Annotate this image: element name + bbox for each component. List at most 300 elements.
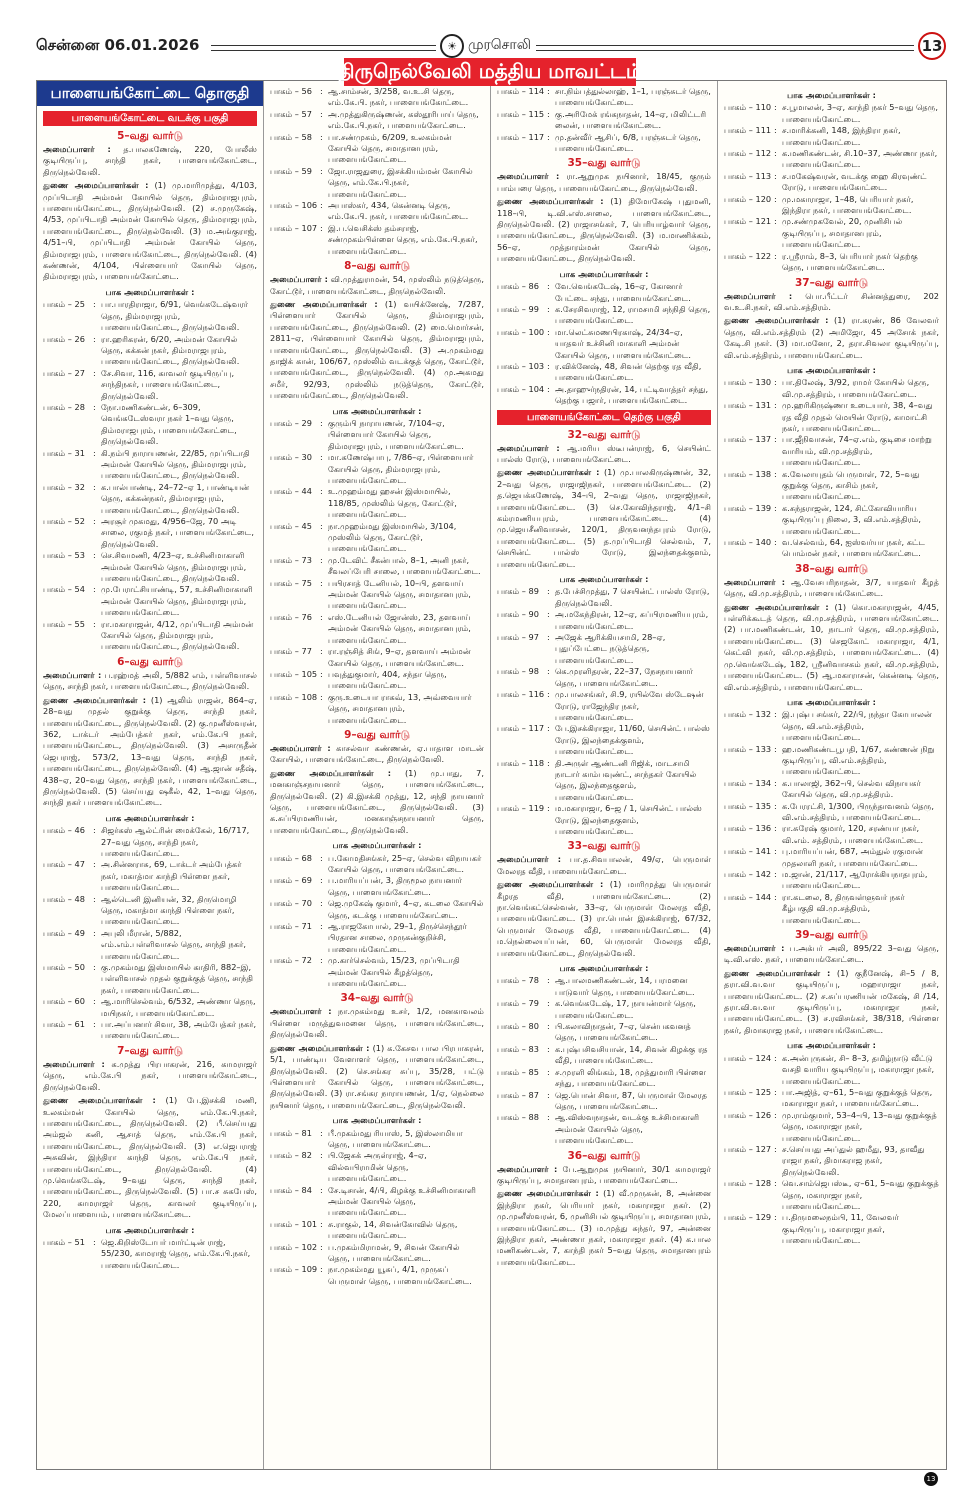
booth-number-value: 130 xyxy=(755,377,772,388)
colon-separator: : xyxy=(320,875,323,886)
booth-number xyxy=(43,619,93,653)
booth-number xyxy=(724,709,774,743)
booth-number xyxy=(724,778,774,801)
booth-number-value: 25 xyxy=(74,299,85,310)
booth-entry xyxy=(497,1090,711,1113)
booth-entry xyxy=(270,166,484,200)
colon-separator: : xyxy=(774,250,777,261)
booth-entry xyxy=(270,521,484,555)
booth-label: பாகம் – xyxy=(270,646,299,657)
booth-number-value: 82 xyxy=(301,1150,312,1161)
organizer-details: (1) மு.பாலகிருஷ்ணன், 32, 2–வது தெரு, ராஜாஜிநகர், பாளையங்கோட்டை. (2) த.ஜெயக்கணேஷ், 34–பி, 2–வது தெரு, ராஜாஜிநகர், பாளையங்கோட்டை. (3) செ.கோவிந்தராஜ், 4/1–சி கம்ரமணியபுரம், பாளையங்கோட்டை. (4) மு.ஜெயசீனிவாசன், 120/1, திருவனந்தபுரம் ரோடு, பாளையங்கோட்டை. (5) த.முப்பிடாதி செல்வம், 7, செயின்ட் பால்ஸ் ரோடு, இலந்தைக்குளம், பாளையங்கோட்டை. xyxy=(497,467,711,569)
rising-sun-seal-icon: ☀ xyxy=(440,34,464,58)
booth-entry xyxy=(724,171,939,194)
booth-number-value: 46 xyxy=(74,825,85,836)
ward-heading: 6–வது வார்டு xyxy=(117,655,183,668)
booth-label: பாகம் – xyxy=(724,102,753,113)
booth-number-value: 100 xyxy=(528,326,545,337)
booth-number-value: 79 xyxy=(528,998,539,1009)
colon-separator: : xyxy=(547,586,550,597)
ward-heading: 38–வது வார்டு xyxy=(794,562,869,575)
booth-entry xyxy=(497,689,711,723)
organizer-details: (1) வீ.முருகன், 8, அன்னை இந்திரா நகர், பெரியார் நகர், மகாராஜா நகர். (2) மு.முனீஸ்வரன், 6, முனிசிபல் குடியிருப்பு, சமாதானபுரம், பாளையங்கோட்டை. (3) ம.முத்து சுந்தர், 97, அன்னை இந்திரா நகர், அண்ணா நகர், மகாராஜா நகர். (4) க.பால மணிகண்டன், 7, காந்தி நகர் 5–வது தெரு, சமாதானபுரம் பாளையங்கோட்டை. xyxy=(497,1188,712,1267)
booth-number-value: 73 xyxy=(301,554,312,565)
booth-label: பாகம் – xyxy=(270,1127,299,1138)
booth-number xyxy=(497,1090,547,1113)
booth-organizer: ரா.ரஞ்சித் சிங், 9–ஏ, தளவாய் அம்மன் கோயில் தெரு, பாளையங்கோட்டை. xyxy=(328,646,471,668)
colon-separator: : xyxy=(774,743,777,754)
booth-organizer: பீ.முகம்மது ரியாஸ், 5, இஸ்லாமியா தெரு, பாளையங்கோட்டை. xyxy=(328,1127,463,1149)
booth-label: பாகம் – xyxy=(497,281,526,292)
booth-number-value: 127 xyxy=(755,1143,772,1154)
booth-organizer: அபுலி மீரான், 5/882, எம்.எம்.பள்ளிவாசல் தெரு, சாந்தி நகர், பாளையங்கோட்டை. xyxy=(101,927,246,961)
booth-organizer: குரு.உடையா ராகவ், 13, அவ்வையார் தெரு, சமாதானபுரம், பாளையங்கோட்டை. xyxy=(328,691,472,725)
booth-number-value: 57 xyxy=(301,108,312,119)
booth-organizer: ஆ.சாம்சன், 3/258, வ.உ.சி தெரு, எம்.கே.பி. நகர், பாளையங்கோட்டை. xyxy=(328,86,469,108)
colon-separator: : xyxy=(774,468,777,479)
colon-separator: : xyxy=(774,1178,777,1189)
booth-organizer: க.வெங்கடேஷ், 17, நாயன்மார் தெரு, பாளையங்கோட்டை. xyxy=(555,998,696,1020)
colon-separator: : xyxy=(774,434,777,445)
colon-separator: : xyxy=(320,921,323,932)
deputy-organizers-paragraph xyxy=(724,968,939,1036)
booth-entry xyxy=(270,486,484,520)
booth-label: பாகம் – xyxy=(43,859,72,870)
booth-number xyxy=(497,689,547,723)
organizer-details: (1) ஆலிம் ராஜன், 864–ஏ, 28–வது முதல் குறுக்கு தெரு, சாந்தி நகர், பாளையங்கோட்டை, திருநெல்வேலி. (2) கு.முனீஸ்வரன், 362, டாக்டர் அம்பேத்கர் நகர், எம்.கே.பி நகர், பாளையங்கோட்டை, திருநெல்வேலி. (3) அசாருதீன் ஜெபராஜ், 573/2, 13–வது தெரு, சாந்தி நகர், பாளையங்கோட்டை, திருநெல்வேலி. (4) ஆ.ஜான் சதீஷ், 438–ஏ, 20–வது தெரு, சாந்தி நகர், பாளையங்கோட்டை, திருநெல்வேலி. (5) செய்யது ஷகீல், 42, 1–வது தெரு, சாந்தி நகர் பாளையங்கோட்டை. xyxy=(43,694,257,808)
booth-entry xyxy=(270,646,484,669)
booth-label: பாகம் – xyxy=(497,586,526,597)
colon-separator: : xyxy=(93,1236,96,1247)
organizer-label: அமைப்பாளர் : xyxy=(43,669,102,680)
booth-number xyxy=(724,400,774,434)
booth-entry xyxy=(270,612,484,646)
booth-label: பாகம் – xyxy=(270,852,299,863)
booth-number xyxy=(724,744,774,778)
paper-name: முரசொலி xyxy=(468,37,531,53)
booth-entry xyxy=(724,194,939,217)
column-4 xyxy=(718,81,945,1469)
booth-number xyxy=(43,368,93,402)
booth-number-value: 97 xyxy=(528,632,539,643)
booth-entry xyxy=(270,692,484,726)
booth-number-value: 89 xyxy=(528,586,539,597)
colon-separator: : xyxy=(93,927,96,938)
booth-organizer: சு.ராகுல், 14, சிவன்கோவில் தெரு, பாளையங்கோட்டை. xyxy=(328,1218,458,1241)
colon-separator: : xyxy=(547,975,550,986)
booth-number-value: 144 xyxy=(755,891,772,902)
booth-number-value: 26 xyxy=(74,333,85,344)
colon-separator: : xyxy=(547,108,550,119)
booth-number-value: 103 xyxy=(528,360,545,371)
booth-entry xyxy=(270,1185,484,1219)
booth-entry xyxy=(270,921,484,955)
booth-entry xyxy=(43,859,257,893)
booth-label: பாகம் – xyxy=(724,1178,753,1189)
booth-number xyxy=(270,521,320,555)
booth-number xyxy=(270,109,320,132)
booth-label: பாகம் – xyxy=(270,875,299,886)
article-body xyxy=(36,80,947,1470)
colon-separator: : xyxy=(547,1043,550,1054)
booth-organizer: பவுத்துகுமார், 404, சந்தா தெரு, பாளையங்கோட்டை. xyxy=(328,668,447,691)
booth-label: பாகம் – xyxy=(270,417,299,428)
booth-entry xyxy=(43,1019,257,1042)
booth-label: பாகம் – xyxy=(43,618,72,629)
booth-number xyxy=(43,928,93,962)
booth-label: பாகம் – xyxy=(724,250,753,261)
colon-separator: : xyxy=(547,1066,550,1077)
booth-number xyxy=(270,612,320,646)
booth-number-value: 61 xyxy=(74,1019,85,1030)
booth-number-value: 106 xyxy=(301,200,318,211)
booth-number xyxy=(43,550,93,584)
booth-number xyxy=(724,434,774,468)
organizer-details: ப.அக்பர் அலி, 895/22 3–வது தெரு, டி.வி.எஸ். நகர், பாளையங்கோட்டை. xyxy=(724,943,939,965)
booth-organizer: பா.அஜித், ஏ–61, 5–வது குறுக்குத் தெரு, மகாராஜா நகர், பாளையங்கோட்டை. xyxy=(782,1086,933,1109)
booth-number-value: 124 xyxy=(755,1052,772,1063)
booth-organizer: பி.ஜேசுக் அருள்ராஜ், 4–ஏ, வில்வபிராமின் தெரு, பாளையங்கோட்டை. xyxy=(328,1150,427,1184)
divider xyxy=(536,45,914,51)
deputy-label: துணை அமைப்பாளர்கள் : xyxy=(270,1042,370,1053)
booth-number-value: 110 xyxy=(755,102,772,113)
booth-label: பாகம் – xyxy=(270,921,299,932)
booth-organizer: கி.நம்பி நாராயணன், 22/85, முப்பிடாதி அம்மன் கோயில் தெரு, திம்மராஜபுரம், பாளையங்கோட்டை, திருநெல்வேலி. xyxy=(101,447,250,481)
booth-label: பாகம் – xyxy=(270,691,299,702)
booth-label: பாகம் – xyxy=(724,800,753,811)
ward-heading: 39–வது வார்டு xyxy=(794,929,869,942)
column-3 xyxy=(491,81,718,1469)
booth-organizer: க.பாலாஜி, 362–பி, செல்வ விநாயகர் கோயில் தெரு, வி.மு.சத்திரம். xyxy=(782,777,921,800)
booth-entry xyxy=(270,1219,484,1242)
booth-number xyxy=(724,869,774,892)
booth-label: பாகம் – xyxy=(724,823,753,834)
colon-separator: : xyxy=(320,955,323,966)
booth-number-value: 47 xyxy=(74,859,85,870)
colon-separator: : xyxy=(93,1019,96,1030)
deputy-organizers-paragraph xyxy=(43,1095,257,1220)
booth-number xyxy=(497,327,547,361)
booth-entry xyxy=(270,555,484,578)
booth-organizer: மு.பாலசங்கர், சி.9, ரயில்வே ஸ்டேஷன் ரோடு, ராஜேந்திர நகர், பாளையங்கோட்டை. xyxy=(555,689,704,722)
booth-number xyxy=(43,996,93,1019)
colon-separator: : xyxy=(320,898,323,909)
booth-organizer: க.பால்பாண்டி, 24–72–ஏ 1, பாண்டியன் தெரு, கக்கன்நகர், திம்மராஜபுரம், பாளையங்கோட்டை, திருநெல்வேலி. xyxy=(101,481,250,515)
organizer-details: காசல்வா கண்ணன், ஏ.பாதாள மாடன் கோயில், பாளையங்கோட்டை, திருநெல்வேலி. xyxy=(270,742,484,765)
booth-number xyxy=(270,1128,320,1151)
booth-label: பாகம் – xyxy=(497,1066,526,1077)
booth-number xyxy=(497,109,547,132)
district-banner: திருநெல்வேலி மத்திய மாவட்டம் xyxy=(344,58,636,86)
booth-label: பாகம் – xyxy=(270,1150,299,1161)
booth-number-value: 111 xyxy=(755,125,772,136)
booth-entry xyxy=(270,418,484,452)
booth-entry xyxy=(724,778,939,801)
booth-entry xyxy=(724,1178,939,1212)
colon-separator: : xyxy=(93,516,96,526)
colon-separator: : xyxy=(93,584,96,595)
booth-organizer: ஆ.பாலமணிகண்டன், 14, பரமனை பாடுவார் தெரு, பாளையங்கோட்டை. xyxy=(555,975,695,997)
colon-separator: : xyxy=(320,1184,323,1195)
booth-number xyxy=(497,304,547,327)
booth-entry xyxy=(724,709,939,743)
colon-separator: : xyxy=(320,646,323,657)
booth-number xyxy=(270,955,320,989)
booth-number xyxy=(270,669,320,692)
booth-entry xyxy=(497,1112,711,1146)
booth-organizer: க.வேலாயுதம் பெருமாள், 72, 5–வது குறுக்கு தெரு, காசிம் நகர், பாளையங்கோட்டை. xyxy=(782,468,920,502)
booth-entry xyxy=(724,869,939,892)
colon-separator: : xyxy=(547,609,550,620)
organizer-details: வி.முத்துராமன், 54, முஸ்லிம் நடுத்தெரு, கோட்டூர், பாளையங்கோட்டை, திருநெல்வேலி. xyxy=(270,274,484,296)
booth-organizer: அபாஸ்கர், 434, கென்னடி தெரு, எம்.கே.பி. நகர், பாளையங்கோட்டை. xyxy=(328,200,469,222)
booth-number xyxy=(497,975,547,998)
deputy-label: துணை அமைப்பாளர்கள் : xyxy=(497,196,604,207)
booth-entry xyxy=(497,384,711,407)
booth-entry xyxy=(497,1021,711,1044)
booth-label: பாகம் – xyxy=(497,723,526,734)
organizer-details: (1) கொ.மகாராஜன், 4/45, பள்ளிக்கூடத் தெரு, வி.மு.சத்திரம், பாளையங்கோட்டை. (2) பா.மணிகண்டன், 10, நாடார் தெரு, வி.மு.சத்திரம், பாளையங்கோட்டை. (3) செஜகோட் மகாராஜா, 4/1, கெட்வி நகர், வி.மு.சத்திரம், பாளையங்கோட்டை. (4) மு.வெங்கடேஷ், 182, ஸ்ரீனிவாசகம் நகர், வி.மு.சத்திரம், பாளையங்கோட்டை. (5) ஆ.மகாராசன், கென்னடி தெரு, வி.எம்.சத்திரம், பாளையங்கோட்டை. xyxy=(724,601,940,692)
booth-organizer: சே.சிவா, 116, காவலர் குடியிருப்பு, சாந்திநகர், பாளையங்கோட்டை, திருநெல்வேலி. xyxy=(101,367,235,401)
booth-number xyxy=(724,194,774,217)
booth-number-value: 56 xyxy=(301,86,312,96)
deputy-organizers-paragraph xyxy=(270,1043,484,1111)
booth-label: பாகம் – xyxy=(43,333,72,344)
booth-label: பாகம் – xyxy=(497,632,526,643)
booth-entry xyxy=(43,619,257,653)
booth-entry xyxy=(724,469,939,503)
organizer-paragraph xyxy=(43,1059,257,1093)
organizer-details: த.பாலகணேஷ், 220, போலீஸ் குடியிருப்பு, சாந்தி நகர், பாளையங்கோட்டை, திருநெல்வேலி. xyxy=(43,144,257,177)
booth-number-value: 76 xyxy=(301,611,312,622)
booth-label: பாகம் – xyxy=(724,1143,753,1154)
booth-number-value: 120 xyxy=(755,193,772,204)
booth-organizer: ம.ஜான், 21/117, ஆரோக்கியநாதபுரம், பாளையங்கோட்டை. xyxy=(782,869,928,891)
booth-organizer: மு.கார்செல்வம், 15/23, முப்பிடாதி அம்மன் கோயில் கீழத்தெரு, பாளையங்கோட்டை. xyxy=(328,955,460,989)
booth-organizer: ஆ.விஸ்வநாதன், வடக்கு உச்சிமாகாளி அம்மன் கோயில் தெரு, பாளையங்கோட்டை. xyxy=(555,1112,700,1146)
booth-number xyxy=(724,1178,774,1212)
organizer-label: அமைப்பாளர் : xyxy=(270,1006,332,1017)
booth-number xyxy=(497,609,547,632)
booth-number-value: 70 xyxy=(301,898,312,909)
booth-entry xyxy=(497,723,711,757)
booth-entry xyxy=(270,875,484,898)
booth-number xyxy=(270,1264,320,1287)
edition-date: சென்னை 06.01.2026 xyxy=(36,36,200,54)
organizer-details: ஆ.வேசபரிநாதன், 3/7, யாதவர் கீழத் தெரு, வி.மு.சத்திரம், பாளையங்கோட்டை. xyxy=(724,576,939,599)
booth-label: பாகம் – xyxy=(724,743,753,754)
booth-label: பாகம் – xyxy=(724,193,753,204)
organizer-label: அமைப்பாளர் : xyxy=(497,171,560,182)
booth-entry xyxy=(724,846,939,869)
booth-label: பாகம் – xyxy=(43,516,72,526)
booth-entry xyxy=(270,132,484,166)
booth-label: பாகம் – xyxy=(43,367,72,378)
booth-number xyxy=(724,503,774,537)
booth-number-value: 116 xyxy=(528,689,545,700)
booth-organizer: உ.முஹம்மது ஹசன் இஸ்மாயில், 118/85, முஸ்லிம் தெரு, கோட்டூர், பாளையங்கோட்டை. xyxy=(328,486,457,520)
organizer-label: அமைப்பாளர் : xyxy=(724,290,793,301)
booth-entry xyxy=(497,361,711,384)
booth-number xyxy=(724,1110,774,1144)
colon-separator: : xyxy=(93,825,96,836)
colon-separator: : xyxy=(547,632,550,643)
colon-separator: : xyxy=(774,1086,777,1097)
booth-organizer: மா.லெட்சுமணபிரகாஷ், 24/34–ஏ, யாதவர் உச்சினி மாகாளி அம்மன் கோயில் தெரு, பாளையங்கோட்டை. xyxy=(555,326,692,360)
booth-organizer: இ.புஷ்ப சங்கர், 22/பி, நந்தா கோபாலன் தெரு, வி.எம்.சத்திரம், பாளையங்கோட்டை. xyxy=(782,709,932,743)
booth-number-value: 119 xyxy=(528,803,545,814)
organizer-label: அமைப்பாளர் : xyxy=(270,274,328,285)
booth-label: பாகம் – xyxy=(497,1089,526,1100)
deputy-label: துணை அமைப்பாளர்கள் : xyxy=(724,315,829,326)
booth-number xyxy=(724,1087,774,1110)
booth-label: பாகம் – xyxy=(270,955,299,966)
booth-number xyxy=(270,1150,320,1184)
booth-number xyxy=(724,171,774,194)
booth-number-value: 118 xyxy=(528,757,545,768)
booth-entry xyxy=(270,86,484,109)
booth-entry xyxy=(43,334,257,368)
booth-organizer: ரா.மகாராஜன், 4/12, முப்பிடாதி அம்மன் கோயில் தெரு, திம்மராஜபுரம், பாளையங்கோட்டை, திருநெல்வேலி. xyxy=(101,618,254,652)
booth-number-value: 31 xyxy=(74,447,85,458)
booth-organizer: ப.மாரியப்பன், 3, திருமூல நாயனார் தெரு, பாளையங்கோட்டை. xyxy=(328,875,463,897)
booth-number-value: 72 xyxy=(301,955,312,966)
booth-number-value: 27 xyxy=(74,367,85,378)
colon-separator: : xyxy=(320,577,323,588)
booth-number-value: 137 xyxy=(755,434,772,445)
colon-separator: : xyxy=(320,452,323,463)
colon-separator: : xyxy=(320,108,323,119)
booth-entry xyxy=(270,1242,484,1265)
booth-entry xyxy=(724,1053,939,1087)
booth-number xyxy=(43,402,93,448)
organizer-paragraph xyxy=(497,171,711,194)
booth-organizer: ப.திருமலைநம்பி, 11, வேலவர் குடியிருப்பு, மகாராஜா நகர், பாளையங்கோட்டை. xyxy=(782,1212,899,1246)
booth-number xyxy=(270,555,320,578)
organizer-label: அமைப்பாளர் : xyxy=(497,1163,558,1174)
booth-number xyxy=(270,1185,320,1219)
booth-organizer: ர.ஸ்ரீராம், 8–3, பெரியார் நகர் தெற்கு தெரு, பாளையங்கோட்டை. xyxy=(782,250,918,273)
booth-number xyxy=(270,223,320,257)
organizer-details: நா.முகம்மது உசர், 1/2, மனகாவலம் பிள்ளை மருத்துவமனை தெரு, பாளையங்கோட்டை, திருநெல்வேலி. xyxy=(270,1006,484,1040)
booth-number xyxy=(270,132,320,166)
booth-label: பாகம் – xyxy=(270,1218,299,1229)
booth-entry xyxy=(43,550,257,584)
colon-separator: : xyxy=(547,757,550,768)
colon-separator: : xyxy=(320,222,323,233)
deputy-label: துணை அமைப்பாளர்கள் : xyxy=(724,967,831,978)
area-subtitle: பாளையங்கோட்டை தெற்கு பகுதி xyxy=(497,410,711,425)
booth-organizer: மு.மகாராஜா, 1–48, பெரியார் நகர், இந்திரா நகர், பாளையங்கோட்டை. xyxy=(782,193,914,216)
booth-number xyxy=(43,334,93,368)
ward-heading: 8–வது வார்டு xyxy=(344,260,410,273)
colon-separator: : xyxy=(93,893,96,904)
deputy-organizers-paragraph xyxy=(497,196,711,264)
booth-organizer: த.பேச்சிமுத்து, 7 செயின்ட் பால்ஸ் ரோடு, திருநெல்வேலி. xyxy=(555,586,710,608)
booth-number xyxy=(497,361,547,384)
booth-number xyxy=(43,1019,93,1042)
ward-heading: 34–வது வார்டு xyxy=(340,992,414,1005)
booth-organizer: ஆல்டெனி இனியன், 32, திருமொழி தெரு, மகாத்மா காந்தி பிள்ளை நகர், பாளையங்கோட்டை. xyxy=(101,893,237,927)
booth-label: பாகம் – xyxy=(724,502,753,513)
organizer-details: (1) க.கேசவ பால பிரபாகரன், 5/1, பாண்டிய வேளாளர் தெரு, பாளையங்கோட்டை, திருநெல்வேலி. (2) செ.சங்கர சுப்பு, 35/28, பட்டு பிள்ளையார் கோயில் தெரு, பாளையங்கோட்டை, திருநெல்வேலி. (3) ரா.சங்கர நாராயணன், 1/ஏ, நெல்லை நயினார் தெரு, பாளையங்கோட்டை, திருநெல்வேலி. xyxy=(270,1042,484,1110)
masthead xyxy=(36,34,946,60)
booth-number-value: 128 xyxy=(755,1178,772,1189)
booth-number xyxy=(270,692,320,726)
booth-organizer: ரா.கடலை, 8, திருவள்ளுவர் நகர் கீழ்பகுதி வி.மு.சத்திரம், பாளையங்கோட்டை. xyxy=(782,891,905,925)
booth-number-value: 142 xyxy=(755,869,772,879)
booth-organizer: பயிரசாத் டேனியல், 10–பி, தளவாய் அம்மன் கோயில் தெரு, சமாதானபுரம், பாளையங்கோட்டை. xyxy=(328,577,471,611)
ward-heading: 37–வது வார்டு xyxy=(794,276,869,289)
booth-organizer: பா.ஜீநிவாசன், 74–ஏ.எம், குடிசை மாற்று வாரியம், வி.மு.சத்திரம், பாளையங்கோட்டை. xyxy=(782,434,932,468)
booth-number xyxy=(270,486,320,520)
colon-separator: : xyxy=(320,200,323,211)
booth-organizer: கு.முகம்மது இஸ்மாயில் காதிரி, 882–இ, பள்ளிவாசல் முதல் குறுக்குத் தெரு, சாந்தி நகர், பாளையங்கோட்டை. xyxy=(101,962,254,995)
deputy-organizers-paragraph xyxy=(43,695,257,809)
booth-number-value: 108 xyxy=(301,691,318,702)
colon-separator: : xyxy=(774,1143,777,1154)
booth-label: பாகம் – xyxy=(270,611,299,622)
booth-entry xyxy=(270,1128,484,1151)
booth-label: பாகம் – xyxy=(43,927,72,938)
booth-label: பாகம் – xyxy=(270,668,299,679)
colon-separator: : xyxy=(320,486,323,497)
booth-label: பாகம் – xyxy=(43,481,72,492)
colon-separator: : xyxy=(547,281,550,292)
booth-number xyxy=(724,846,774,869)
organizer-details: பொ.பீட்டர் சின்னத்துரை, 202 வ.உ.சி.நகர், வி.எம்.சத்திரம். xyxy=(724,290,939,312)
booth-number-value: 60 xyxy=(74,996,85,1007)
booth-number-value: 117 xyxy=(528,131,545,142)
booth-entry xyxy=(497,975,711,998)
colon-separator: : xyxy=(774,800,777,811)
section-heading: பாக அமைப்பாளர்கள் : xyxy=(787,696,876,707)
booth-number-value: 87 xyxy=(528,1089,539,1100)
booth-number-value: 136 xyxy=(755,823,772,834)
booth-number xyxy=(497,723,547,757)
booth-label: பாகம் – xyxy=(270,898,299,909)
booth-number-value: 69 xyxy=(301,875,312,886)
booth-label: பாகம் – xyxy=(497,131,526,142)
booth-number xyxy=(270,578,320,612)
organizer-paragraph xyxy=(724,291,939,314)
deputy-label: துணை அமைப்பாளர்கள் : xyxy=(497,879,604,890)
booth-number-value: 30 xyxy=(301,452,312,463)
booth-organizer: மு.டேவிட் சீகன்பால், 8–1, அனி நகர், சீவலப்பேரி சாலை, பாளையங்கோட்டை. xyxy=(328,554,481,577)
booth-organizer: கு.அரிமேக் ரங்கநாதன், 14–ஏ, மிலிட்டரி லைன், பாளையங்கோட்டை. xyxy=(555,108,707,131)
colon-separator: : xyxy=(547,803,550,814)
organizer-details: (1) மு.மாரிமுத்து, 4/103, முப்பிடாதி அம்மன் கோயில் தெரு, திம்மராஜபுரம், பாளையங்கோட்டை, திருநெல்வேலி. (2) ச.முருகேஷ், 4/53, முப்பிடாதி அம்மன் கோயில் தெரு, திம்மராஜபுரம், பாளையங்கோட்டை, திருநெல்வேலி. (3) ம.அங்குராஜ், 4/51–பி, முப்பிடாதி அம்மன் கோயில் தெரு, திம்மராஜபுரம், பாளையங்கோட்டை, திருநெல்வேலி. (4) கண்ணன், 4/104, பிள்ளையார் கோயில் தெரு, திம்மராஜபுரம், பாளையங்கோட்டை. xyxy=(43,180,257,282)
organizer-details: ஆ.மரிய ஸ்டீபன்ராஜ், 6, செயின்ட் பால்ஸ் ரோடு, பாளையங்கோட்டை. xyxy=(497,442,711,464)
booth-entry xyxy=(43,894,257,928)
booth-number-value: 140 xyxy=(755,537,772,548)
colon-separator: : xyxy=(320,1127,323,1138)
deputy-label: துணை அமைப்பாளர்கள் : xyxy=(43,694,146,705)
booth-number-value: 52 xyxy=(74,516,85,526)
booth-organizer: ச.முரளி லிங்கம், 18, முத்துமாரி பிள்ளை சந்து, பாளையங்கோட்டை. xyxy=(555,1066,707,1089)
booth-label: பாகம் – xyxy=(43,962,72,973)
booth-label: பாகம் – xyxy=(270,131,299,142)
booth-number-value: 54 xyxy=(74,584,85,595)
booth-label: பாகம் – xyxy=(270,200,299,211)
colon-separator: : xyxy=(547,360,550,371)
booth-entry xyxy=(724,434,939,468)
booth-organizer: தி.அருள் ஆண்டனி ரிஜிக், மாடசாமி நாடார் காம்பவுண்ட், சாந்தகர் கோயில் தெரு, இலந்தைகுளம், பாளையங்கோட்டை. xyxy=(555,757,697,802)
booth-number xyxy=(497,1112,547,1146)
organizer-details: (1) பே.இசக்கி மணி, உலகம்மன் கோயில் தெரு, எம்.கே.பி.நகர், பாளையங்கோட்டை, திருநெல்வேலி. (2) பீ.செய்யது அம்ஜல் கனி, ஆசாத் தெரு, எம்.கே.பி நகர், பாளையங்கோட்டை, திருநெல்வேலி. (3) எ.ஜெபராஜ் அசுவின், இந்திரா காந்தி தெரு, எம்.கே.பி நகர், பாளையங்கோட்டை, திருநெல்வேலி. (4) மு.வெங்கடேஷ், 9–வது தெரு, சாந்தி நகர், பாளையங்கோட்டை, திருநெல்வேலி. (5) பா.ச சுகபேஸ், 220, காமராஜர் தெரு, காவலர் குடியிருப்பு, மேலப்பாளையம், பாளையங்கோட்டை. xyxy=(43,1095,257,1220)
organizer-details: (1) ரா.கரண், 86 வேலவர் தெரு, வி.எம்.சத்திரம் (2) அமிஜோ, 45 அசோக் நகர், கேடி.சி நகர். (3) மா.மனோ, 2, தரா.சிவலா குடியிருப்பு, வி.எம்.சத்திரம், பாளையங்கோட்டை. xyxy=(724,315,939,360)
booth-label: பாகம் – xyxy=(497,757,526,768)
